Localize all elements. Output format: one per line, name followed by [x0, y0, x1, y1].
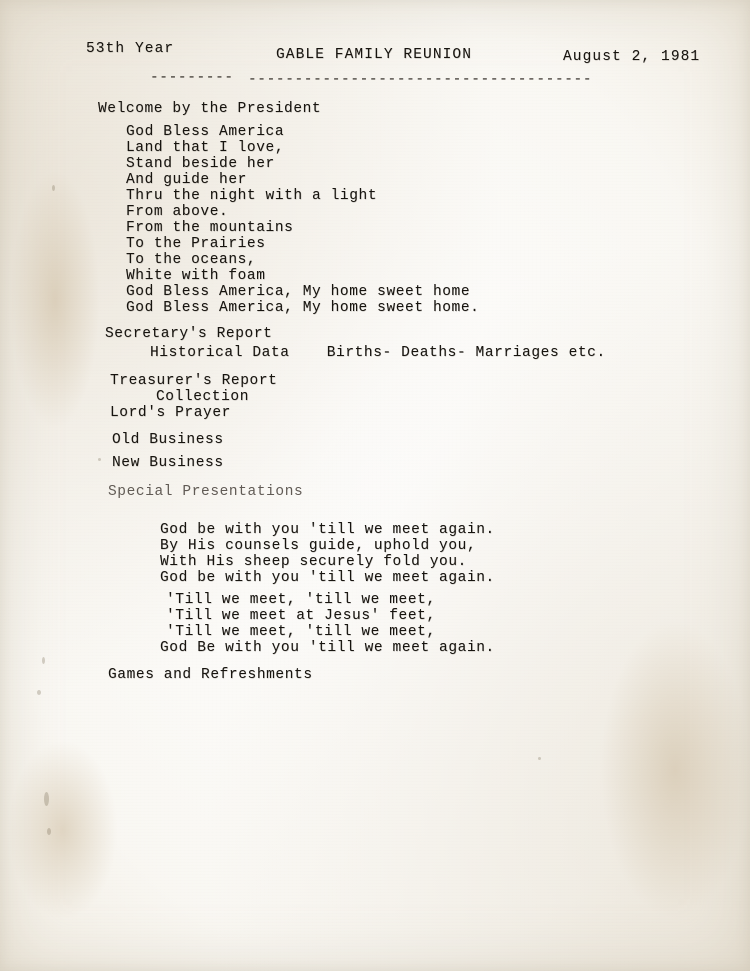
anthem-line: To the Prairies	[126, 236, 266, 252]
anthem-line: White with foam	[126, 268, 266, 284]
anthem-line: Land that I love,	[126, 140, 285, 156]
section-heading-treasurer: Treasurer's Report	[110, 373, 278, 389]
section-heading-new-business: New Business	[112, 455, 224, 471]
treasurer-detail-line: Collection	[156, 389, 250, 405]
hymn-chorus-line: 'Till we meet at Jesus' feet,	[166, 608, 436, 624]
anthem-line: God Bless America, My home sweet home.	[126, 300, 480, 316]
anthem-line: God Bless America	[126, 124, 285, 140]
hymn-chorus-line: God Be with you 'till we meet again.	[160, 640, 495, 656]
section-heading-secretary: Secretary's Report	[105, 326, 273, 342]
section-heading-special-presentations: Special Presentations	[108, 484, 304, 500]
document-title: GABLE FAMILY REUNION	[276, 47, 473, 63]
anthem-line: And guide her	[126, 172, 247, 188]
paper-stain-left	[10, 170, 100, 430]
paper-speck	[538, 757, 541, 760]
hymn-chorus-line: 'Till we meet, 'till we meet,	[166, 592, 436, 608]
anthem-line: From above.	[126, 204, 229, 220]
paper-speck	[44, 792, 49, 806]
hymn-line: God be with you 'till we meet again.	[160, 570, 495, 586]
section-heading-welcome: Welcome by the President	[98, 101, 322, 117]
paper-speck	[47, 828, 51, 835]
hymn-line: By His counsels guide, uphold you,	[160, 538, 477, 554]
hymn-line: God be with you 'till we meet again.	[160, 522, 495, 538]
secretary-detail-line: Historical Data Births- Deaths- Marriages etc.	[150, 345, 606, 361]
hymn-line: With His sheep securely fold you.	[160, 554, 467, 570]
anthem-line: From the mountains	[126, 220, 294, 236]
lords-prayer-line: Lord's Prayer	[110, 405, 231, 421]
anthem-line: God Bless America, My home sweet home	[126, 284, 471, 300]
header-rule-right: -------------------------------------	[248, 72, 593, 88]
anthem-line: Thru the night with a light	[126, 188, 378, 204]
document-date: August 2, 1981	[563, 49, 701, 65]
paper-stain-bottom-left	[8, 740, 118, 920]
hymn-chorus-line: 'Till we meet, 'till we meet,	[166, 624, 436, 640]
section-heading-games: Games and Refreshments	[108, 667, 313, 683]
year-label: 53th Year	[86, 41, 175, 57]
anthem-line: Stand beside her	[126, 156, 275, 172]
paper-speck	[98, 458, 101, 461]
header-rule-left: ---------	[150, 70, 234, 86]
paper-speck	[52, 185, 55, 191]
section-heading-old-business: Old Business	[112, 432, 224, 448]
paper-speck	[42, 657, 45, 664]
paper-speck	[37, 690, 41, 695]
paper-stain-right	[600, 620, 750, 920]
anthem-line: To the oceans,	[126, 252, 257, 268]
